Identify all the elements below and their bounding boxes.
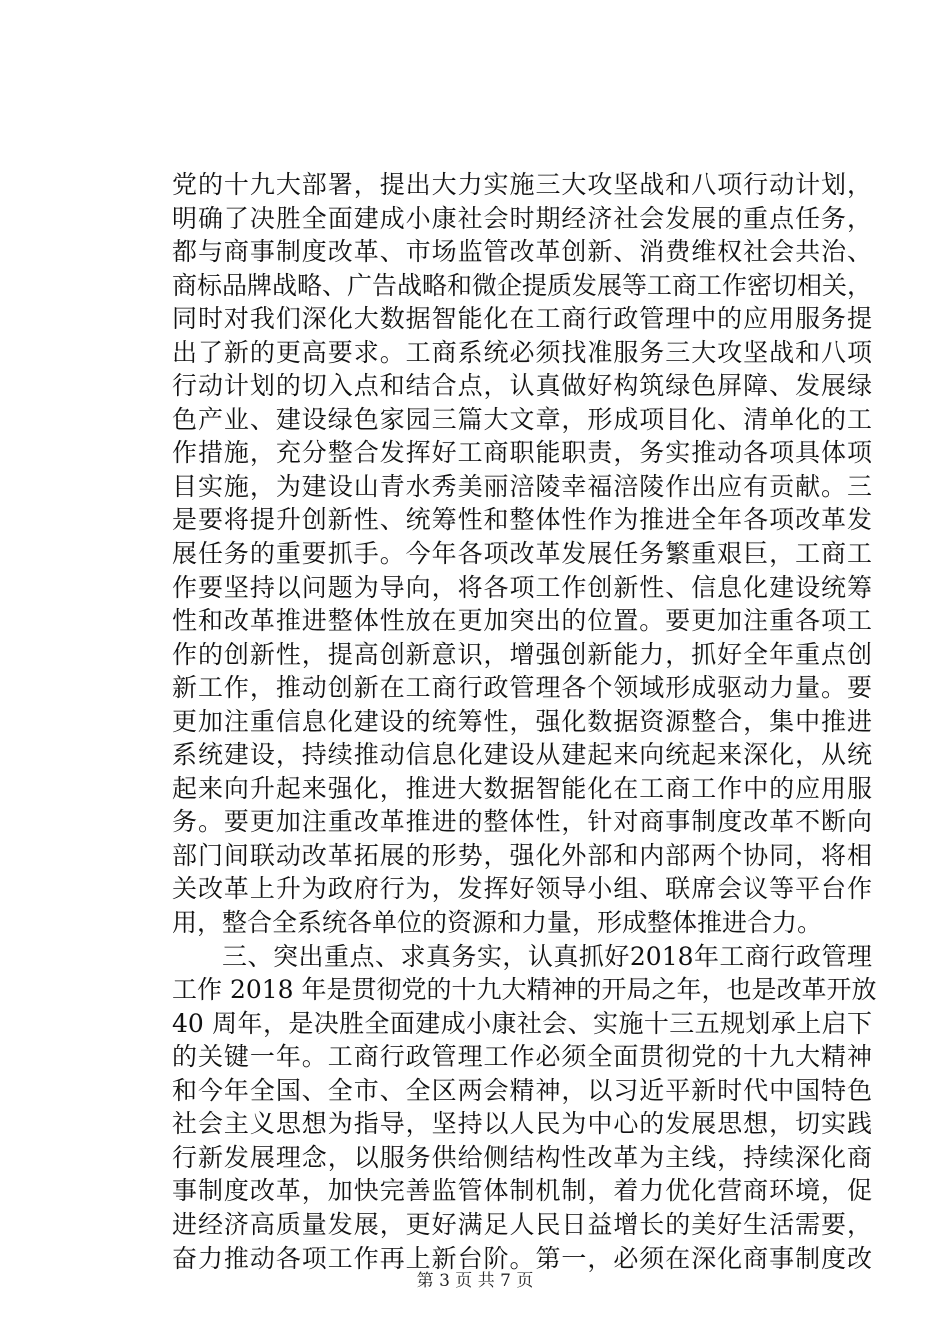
text-line: 社会主义思想为指导，坚持以人民为中心的发展思想，切实践 xyxy=(172,1109,872,1139)
text-line: 行动计划的切入点和结合点，认真做好构筑绿色屏障、发展绿 xyxy=(172,371,872,401)
text-line: 作措施，充分整合发挥好工商职能职责，务实推动各项具体项 xyxy=(172,438,872,468)
text-line: 商标品牌战略、广告战略和微企提质发展等工商工作密切相关， xyxy=(172,270,873,300)
text-line: 部门间联动改革拓展的形势，强化外部和内部两个协同，将相 xyxy=(172,840,872,870)
text-line: 事制度改革，加快完善监管体制机制，着力优化营商环境，促 xyxy=(172,1176,872,1206)
text-line: 明确了决胜全面建成小康社会时期经济社会发展的重点任务， xyxy=(172,203,872,233)
text-line: 行新发展理念，以服务供给侧结构性改革为主线，持续深化商 xyxy=(172,1142,872,1172)
text-line: 作的创新性，提高创新意识，增强创新能力，抓好全年重点创 xyxy=(172,639,872,669)
text-line: 党的十九大部署，提出大力实施三大攻坚战和八项行动计划， xyxy=(172,170,872,199)
text-line: 都与商事制度改革、市场监管改革创新、消费维权社会共治、 xyxy=(172,237,872,267)
text-line: 性和改革推进整体性放在更加突出的位置。要更加注重各项工 xyxy=(172,606,872,636)
text-line: 同时对我们深化大数据智能化在工商行政管理中的应用服务提 xyxy=(172,304,872,334)
text-line: 系统建设，持续推动信息化建设从建起来向统起来深化，从统 xyxy=(172,740,872,770)
text-line: 出了新的更高要求。工商系统必须找准服务三大攻坚战和八项 xyxy=(172,337,872,367)
body-text xyxy=(172,168,877,1275)
text-line: 奋力推动各项工作再上新台阶。第一，必须在深化商事制度改 xyxy=(172,1243,872,1273)
text-line-paragraph-start: 三、突出重点、求真务实，认真抓好2018年工商行政管理 xyxy=(222,941,872,971)
text-line: 进经济高质量发展，更好满足人民日益增长的美好生活需要， xyxy=(172,1209,872,1239)
text-line: 起来向升起来强化，推进大数据智能化在工商工作中的应用服 xyxy=(172,773,872,803)
text-line: 作要坚持以问题为导向，将各项工作创新性、信息化建设统筹 xyxy=(172,572,872,602)
text-line-paragraph-end: 用，整合全系统各单位的资源和力量，形成整体推进合力。 xyxy=(172,908,823,938)
text-line: 新工作，推动创新在工商行政管理各个领域形成驱动力量。要 xyxy=(172,673,872,703)
text-line: 务。要更加注重改革推进的整体性，针对商事制度改革不断向 xyxy=(172,807,872,837)
text-line: 色产业、建设绿色家园三篇大文章，形成项目化、清单化的工 xyxy=(172,404,872,434)
text-line: 展任务的重要抓手。今年各项改革发展任务繁重艰巨，工商工 xyxy=(172,539,872,569)
text-line: 工作 2018 年是贯彻党的十九大精神的开局之年，也是改革开放 xyxy=(172,975,877,1005)
page-number-footer: 第 3 页 共 7 页 xyxy=(416,1271,534,1291)
text-line: 和今年全国、全市、全区两会精神，以习近平新时代中国特色 xyxy=(172,1075,872,1105)
text-line: 40 周年，是决胜全面建成小康社会、实施十三五规划承上启下 xyxy=(172,1008,872,1038)
text-line: 关改革上升为政府行为，发挥好领导小组、联席会议等平台作 xyxy=(172,874,872,904)
text-line: 目实施，为建设山青水秀美丽涪陵幸福涪陵作出应有贡献。三 xyxy=(172,471,872,501)
text-line: 是要将提升创新性、统筹性和整体性作为推进全年各项改革发 xyxy=(172,505,872,535)
text-line: 更加注重信息化建设的统筹性，强化数据资源整合，集中推进 xyxy=(172,706,872,736)
text-line: 的关键一年。工商行政管理工作必须全面贯彻党的十九大精神 xyxy=(172,1042,872,1072)
